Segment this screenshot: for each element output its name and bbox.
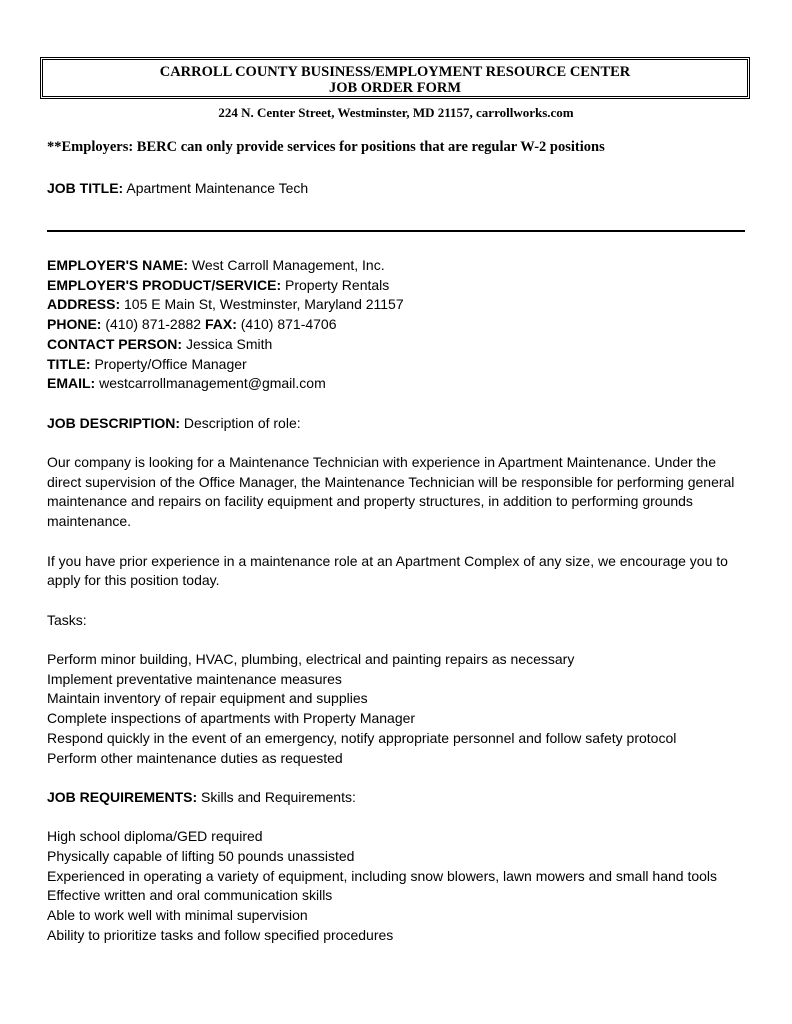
requirement-item: Experienced in operating a variety of equipment, including snow blowers, lawn mowers and small hand tools (47, 867, 718, 884)
contact-value: Jessica Smith (185, 335, 273, 352)
employer-product-row (47, 276, 747, 296)
requirements-list (47, 827, 747, 945)
org-name: CARROLL COUNTY BUSINESS/EMPLOYMENT RESOURCE CENTER (159, 64, 631, 80)
address-value: 105 E Main St, Westminster, Maryland 21157 (124, 296, 404, 313)
phone-fax-row (47, 315, 747, 335)
task-item: Complete inspections of apartments with Property Manager (47, 710, 416, 727)
phone-label: PHONE: (47, 316, 102, 333)
form-title: JOB ORDER FORM (328, 80, 462, 96)
spacer (47, 394, 747, 414)
description-paragraph-2: If you have prior experience in a maintenance role at an Apartment Complex of any size, we encourage you to apply for this position today. (47, 552, 728, 589)
spacer (47, 808, 747, 828)
spacer (47, 532, 747, 552)
contact-label: CONTACT PERSON: (47, 335, 183, 352)
employer-name-row (47, 256, 747, 276)
spacer (47, 630, 747, 650)
section-divider (47, 230, 745, 232)
job-requirements-label: JOB REQUIREMENTS: (47, 788, 198, 805)
requirement-item: Ability to prioritize tasks and follow specified procedures (47, 926, 394, 943)
job-title-value: Apartment Maintenance Tech (126, 180, 309, 196)
email-value: westcarrollmanagement@gmail.com (99, 375, 326, 392)
tasks-heading: Tasks: (47, 611, 87, 628)
contact-row (47, 335, 747, 355)
fax-label: FAX: (204, 316, 237, 333)
task-item: Respond quickly in the event of an emergency, notify appropriate personnel and follow safety protocol (47, 729, 677, 746)
employer-product-label: EMPLOYER'S PRODUCT/SERVICE: (47, 276, 282, 293)
phone-value: (410) 871-2882 (105, 316, 202, 333)
form-body (47, 256, 747, 946)
spacer (47, 768, 747, 788)
job-description-label: JOB DESCRIPTION: (47, 414, 181, 431)
email-label: EMAIL: (47, 375, 96, 392)
task-item: Implement preventative maintenance measures (47, 670, 342, 687)
employer-name-label: EMPLOYER'S NAME: (47, 257, 189, 273)
job-title-row (47, 180, 308, 196)
address-row (47, 295, 747, 315)
spacer (47, 433, 747, 453)
requirement-item: Able to work well with minimal supervision (47, 907, 308, 924)
requirement-item: Effective written and oral communication skills (47, 887, 333, 904)
email-row (47, 374, 747, 394)
task-item: Perform other maintenance duties as requested (47, 749, 343, 766)
job-requirements-row (47, 788, 747, 808)
contact-title-value: Property/Office Manager (94, 355, 247, 372)
task-item: Maintain inventory of repair equipment and supplies (47, 690, 368, 707)
job-title-label: JOB TITLE: (47, 180, 124, 196)
description-paragraph-1: Our company is looking for a Maintenance Technician with experience in Apartment Maintenance. Under the direct supervision of the Office Manager, the Maintenance Technician will be responsible for performing general maintenance and repairs on facility equipment and property structures, in addition to performing grounds maintenance. (47, 454, 735, 530)
job-description-value: Description of role: (183, 414, 301, 431)
employer-name-value: West Carroll Management, Inc. (191, 257, 385, 273)
address-label: ADDRESS: (47, 296, 121, 313)
contact-title-label: TITLE: (47, 355, 91, 372)
employer-notice: **Employers: BERC can only provide services for positions that are regular W-2 positions (47, 139, 605, 155)
job-requirements-value: Skills and Requirements: (201, 788, 356, 805)
contact-title-row (47, 355, 747, 375)
requirement-item: High school diploma/GED required (47, 828, 263, 845)
tasks-list (47, 650, 747, 768)
fax-value: (410) 871-4706 (240, 316, 337, 333)
form-header (40, 57, 750, 99)
org-address: 224 N. Center Street, Westminster, MD 21157, carrollworks.com (218, 105, 574, 120)
employer-product-value: Property Rentals (285, 276, 390, 293)
requirement-item: Physically capable of lifting 50 pounds unassisted (47, 847, 355, 864)
spacer (47, 591, 747, 611)
task-item: Perform minor building, HVAC, plumbing, electrical and painting repairs as necessary (47, 650, 575, 667)
job-description-row (47, 414, 747, 434)
